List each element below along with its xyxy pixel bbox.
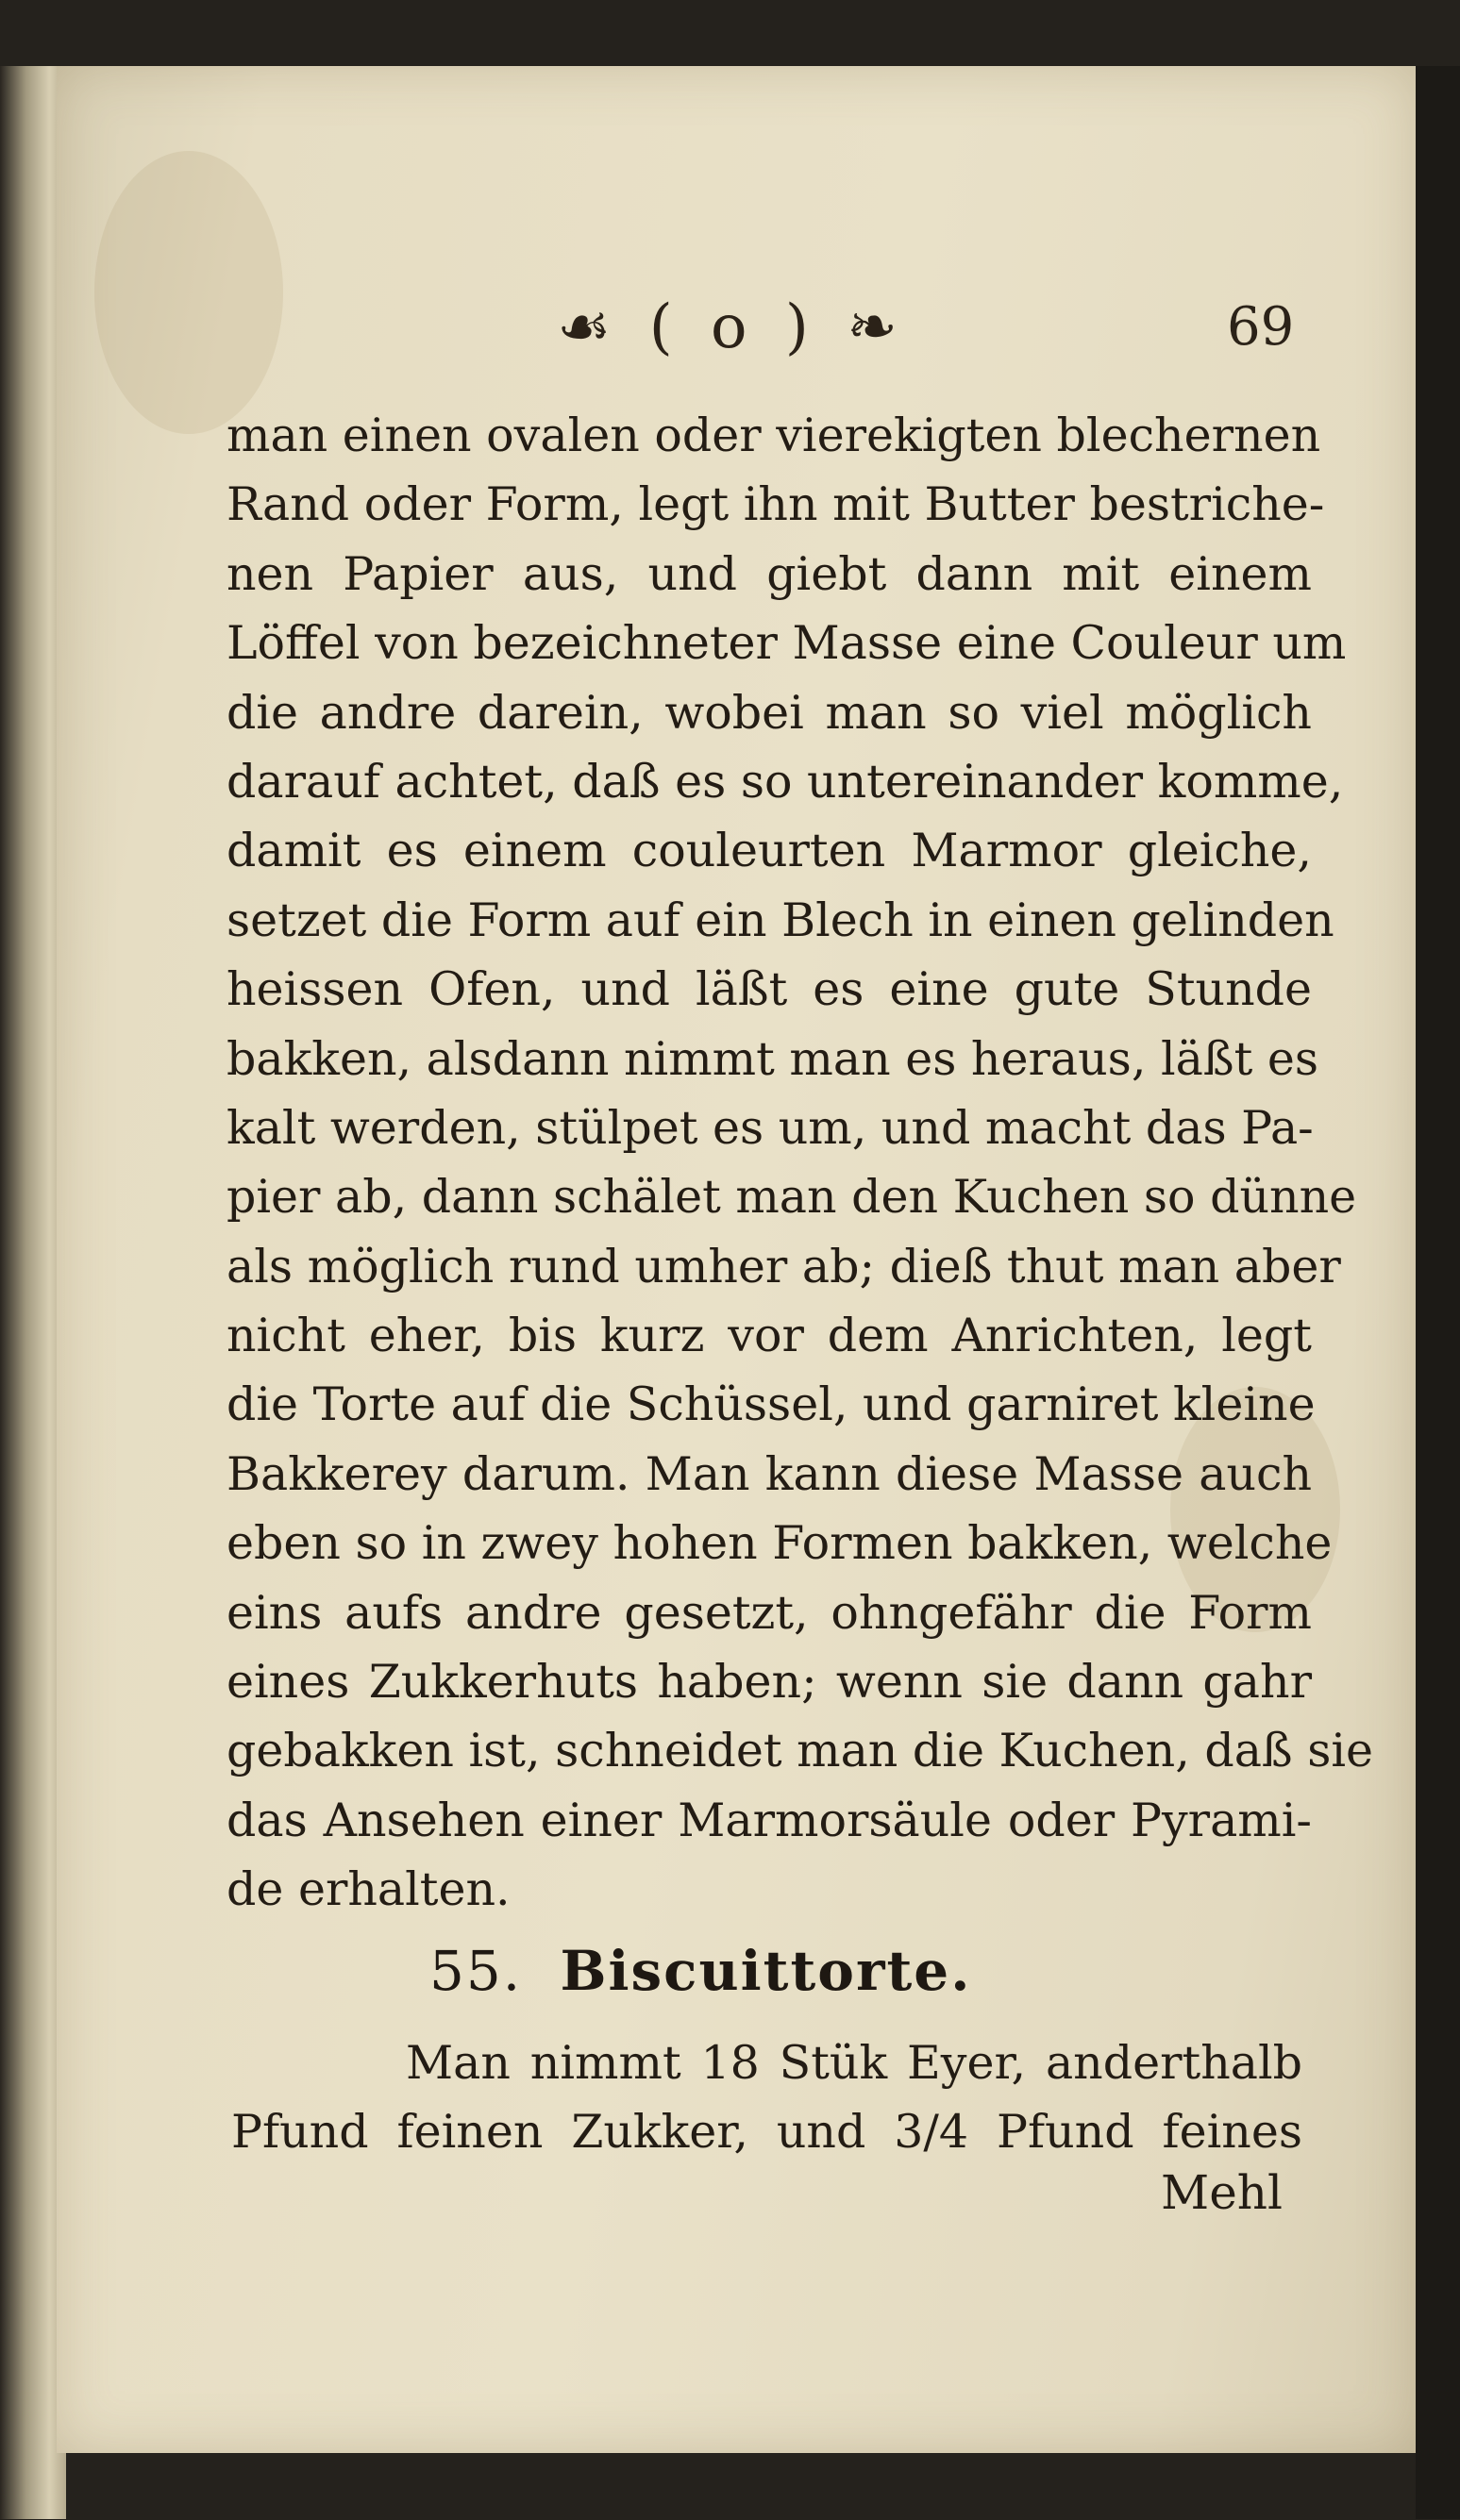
text-line: eben so in zwey hohen Formen bakken, welche <box>227 1516 1333 1571</box>
section-number: 55. <box>429 1939 523 2003</box>
text-line: setzet die Form auf ein Blech in einen gelinden <box>227 893 1334 947</box>
text-line: man einen ovalen oder vierekigten blechernen <box>227 409 1321 462</box>
text-line: damit es einem couleurten Marmor gleiche, <box>227 824 1312 878</box>
text-line: kalt werden, stülpet es um, und macht das Pa- <box>227 1100 1314 1155</box>
text-line: de erhalten. <box>227 1862 511 1917</box>
text-line: nen Papier aus, und giebt dann mit einem <box>227 546 1312 601</box>
text-line: gebakken ist, schneidet man die Kuchen, daß sie <box>227 1724 1374 1778</box>
running-head: ☙ ( o ) ❧ <box>557 292 907 362</box>
page-header <box>57 292 1416 377</box>
body-text <box>227 401 1374 1925</box>
text-line: das Ansehen einer Marmorsäule oder Pyrami- <box>227 1793 1312 1847</box>
text-line: eins aufs andre gesetzt, ohngefähr die Form <box>227 1585 1312 1640</box>
section-title: Biscuittorte. <box>560 1939 972 2003</box>
text-line: Man nimmt 18 Stük Eyer, anderthalb <box>406 2036 1302 2090</box>
text-line: die andre darein, wobei man so viel möglich <box>227 685 1312 740</box>
text-line: Rand oder Form, legt ihn mit Butter bestriche- <box>227 477 1325 532</box>
text-line: nicht eher, bis kurz vor dem Anrichten, legt <box>227 1309 1312 1363</box>
text-line: als möglich rund umher ab; dieß thut man aber <box>227 1239 1341 1293</box>
background-edge <box>1416 66 1460 2519</box>
text-line: bakken, alsdann nimmt man es heraus, läßt es <box>227 1031 1319 1086</box>
text-line: Löffel von bezeichneter Masse eine Couleur um <box>227 616 1347 671</box>
recipe-text <box>231 2028 1302 2167</box>
section-heading <box>429 1939 971 2003</box>
page-number: 69 <box>1227 296 1295 358</box>
text-line: heissen Ofen, und läßt es eine gute Stunde <box>227 962 1312 1017</box>
text-line: Pfund feinen Zukker, und 3/4 Pfund feines <box>231 2105 1302 2160</box>
text-line: die Torte auf die Schüssel, und garniret kleine <box>227 1377 1316 1432</box>
text-line: pier ab, dann schälet man den Kuchen so dünne <box>227 1170 1357 1225</box>
book-page <box>57 66 1416 2453</box>
text-line: darauf achtet, daß es so untereinander komme, <box>227 754 1344 809</box>
catchword: Mehl <box>1161 2165 1283 2220</box>
text-line: Bakkerey darum. Man kann diese Masse auch <box>227 1446 1312 1501</box>
text-line: eines Zukkerhuts haben; wenn sie dann gahr <box>227 1655 1312 1710</box>
